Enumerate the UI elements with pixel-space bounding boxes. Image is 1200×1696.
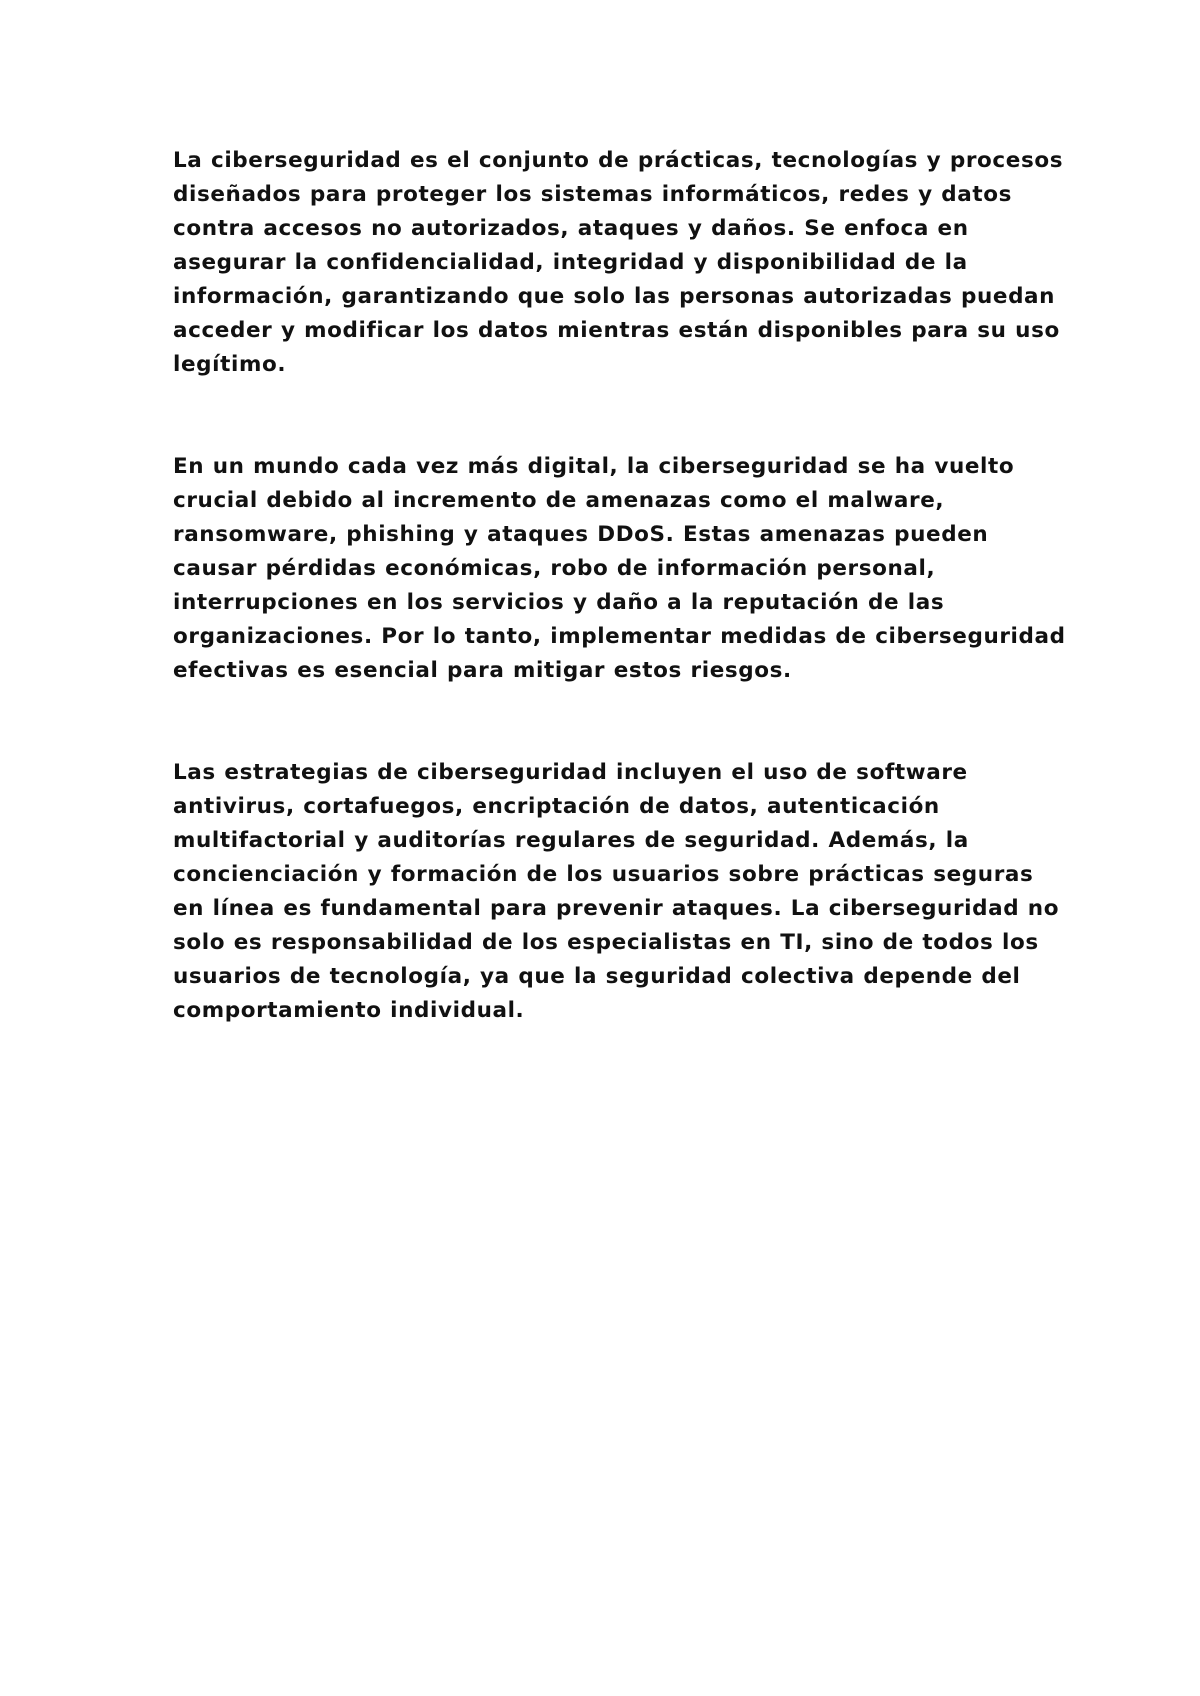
paragraph-line: diseñados para proteger los sistemas informáticos, redes y datos [173, 182, 1013, 207]
paragraph-line: La ciberseguridad es el conjunto de prácticas, tecnologías y procesos [173, 148, 1064, 173]
paragraph-line: efectivas es esencial para mitigar estos riesgos. [173, 658, 792, 683]
paragraph-line: contra accesos no autorizados, ataques y daños. Se enfoca en [173, 216, 969, 241]
paragraph-line: solo es responsabilidad de los especialistas en TI, sino de todos los [173, 930, 1039, 955]
paragraph-line: en línea es fundamental para prevenir ataques. La ciberseguridad no [173, 896, 1060, 921]
paragraph-2 [173, 450, 1066, 688]
paragraph-line: causar pérdidas económicas, robo de información personal, [173, 556, 936, 581]
paragraph-spacer [173, 688, 1053, 756]
paragraph-line: crucial debido al incremento de amenazas como el malware, [173, 488, 945, 513]
document-body [173, 144, 1066, 1028]
paragraph-line: acceder y modificar los datos mientras están disponibles para su uso [173, 318, 1060, 343]
paragraph-3 [173, 756, 1060, 1028]
paragraph-line: antivirus, cortafuegos, encriptación de datos, autenticación [173, 794, 940, 819]
paragraph-line: organizaciones. Por lo tanto, implementar medidas de ciberseguridad [173, 624, 1066, 649]
paragraph-line: interrupciones en los servicios y daño a la reputación de las [173, 590, 945, 615]
paragraph-line: usuarios de tecnología, ya que la seguridad colectiva depende del [173, 964, 1021, 989]
paragraph-line: comportamiento individual. [173, 998, 525, 1023]
paragraph-line: En un mundo cada vez más digital, la ciberseguridad se ha vuelto [173, 454, 1015, 479]
paragraph-line: información, garantizando que solo las personas autorizadas puedan [173, 284, 1056, 309]
paragraph-line: concienciación y formación de los usuarios sobre prácticas seguras [173, 862, 1034, 887]
paragraph-line: legítimo. [173, 352, 287, 377]
paragraph-line: multifactorial y auditorías regulares de seguridad. Además, la [173, 828, 969, 853]
paragraph-line: asegurar la confidencialidad, integridad y disponibilidad de la [173, 250, 968, 275]
paragraph-1 [173, 144, 1064, 382]
paragraph-line: ransomware, phishing y ataques DDoS. Estas amenazas pueden [173, 522, 989, 547]
paragraph-spacer [173, 382, 1053, 450]
paragraph-line: Las estrategias de ciberseguridad incluyen el uso de software [173, 760, 968, 785]
